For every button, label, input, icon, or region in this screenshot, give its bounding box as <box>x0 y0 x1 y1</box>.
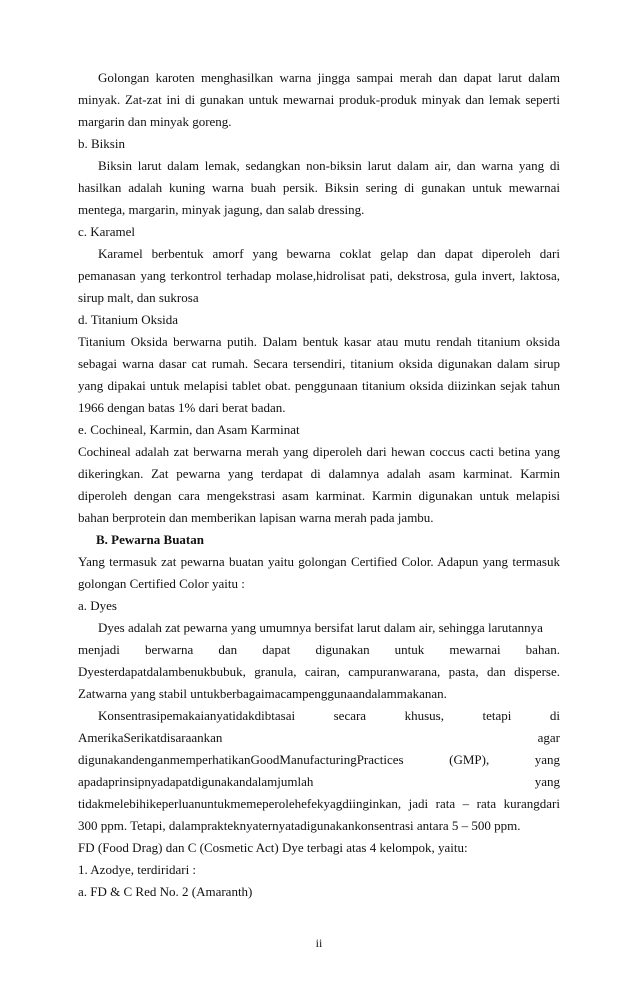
heading-biksin: b. Biksin <box>78 136 125 151</box>
word: yang <box>534 752 560 767</box>
heading-karamel: c. Karamel <box>78 224 136 239</box>
word: apadaprinsipnyadapatdigunakandalamjumlah <box>78 774 314 789</box>
word: AmerikaSerikatdisaraankan <box>78 730 223 745</box>
word: untuk <box>394 642 425 657</box>
word: berwarna <box>144 642 194 657</box>
heading-pewarna-buatan: B. Pewarna Buatan <box>96 532 204 547</box>
paragraph-certified-color: Yang termasuk zat pewarna buatan yaitu golongan Certified Color. Adapun yang termasuk golongan Certified Color yaitu : <box>78 554 560 591</box>
word: agar <box>537 730 560 745</box>
word: digunakandenganmemperhatikanGoodManufacturingPractices <box>78 752 404 767</box>
word: dan <box>218 642 238 657</box>
paragraph-dyes-rest: Dyesterdapatdalambenukbubuk, granula, cairan, campuranwarana, pasta, dan disperse. Zatwarna yang stabil untukberbagaimacampenggunaandalammakanan. <box>78 664 560 701</box>
word: mewarnai <box>449 642 501 657</box>
word: yang <box>534 774 560 789</box>
paragraph-konsentrasi-line-1 <box>78 705 560 727</box>
paragraph-biksin: Biksin larut dalam lemak, sedangkan non-biksin larut dalam air, dan warna yang di hasilkan adalah kuning warna buah persik. Biksin sering di gunakan untuk mewarnai mentega, margarin, minyak jagung, dan salab dressing. <box>78 158 560 217</box>
word: dapat <box>262 642 291 657</box>
word: menjadi <box>78 642 120 657</box>
paragraph-titanium-oksida: Titanium Oksida berwarna putih. Dalam bentuk kasar atau mutu rendah titanium oksida sebagai warna dasar cat rumah. Secara tersendiri, titanium oksida digunakan dalam sirup yang dipakai untuk melapisi tablet obat. penggunaan titanium oksida diizinkan sejak tahun 1966 dengan batas 1% dari berat badan. <box>78 334 560 415</box>
paragraph-dyes-spread-line <box>78 639 560 661</box>
heading-cochineal: e. Cochineal, Karmin, dan Asam Karminat <box>78 422 300 437</box>
heading-dyes: a. Dyes <box>78 598 117 613</box>
paragraph-cochineal: Cochineal adalah zat berwarna merah yang diperoleh dari hewan coccus cacti betina yang dikeringkan. Zat pewarna yang terdapat di dalamnya adalah asam karminat. Karmin diperoleh dengan cara mengekstrasi asam karminat. Karmin digunakan untuk melapisi bahan berprotein dan memberikan lapisan warna merah pada jambu. <box>78 444 560 525</box>
paragraph-karamel: Karamel berbentuk amorf yang bewarna coklat gelap dan dapat diperoleh dari pemanasan yang terkontrol terhadap molase,hidrolisat pati, dekstrosa, gula invert, laktosa, sirup malt, dan sukrosa <box>78 246 560 305</box>
heading-azodye: 1. Azodye, terdiridari : <box>78 862 197 877</box>
word: bahan. <box>525 642 560 657</box>
word: khusus, <box>404 708 444 723</box>
paragraph-konsentrasi-line-4 <box>78 771 560 793</box>
page-number: ii <box>315 936 323 950</box>
word: tetapi <box>482 708 512 723</box>
paragraph-fd-c-dye: FD (Food Drag) dan C (Cosmetic Act) Dye terbagi atas 4 kelompok, yaitu: <box>78 840 468 855</box>
paragraph-karoten: Golongan karoten menghasilkan warna jingga sampai merah dan dapat larut dalam minyak. Zat-zat ini di gunakan untuk mewarnai produk-produk minyak dan lemak seperti margarin dan minyak goreng. <box>78 70 560 129</box>
paragraph-konsentrasi-rest: tidakmelebihikeperluanuntukmemeperolehefekyagdiinginkan, jadi rata – rata kurangdari 300 ppm. Tetapi, dalamprakteknyaternyatadigunakankonsentrasi antara 5 – 500 ppm. <box>78 796 560 833</box>
heading-red-no-2: a. FD & C Red No. 2 (Amaranth) <box>78 884 253 899</box>
paragraph-konsentrasi-line-3 <box>78 749 560 771</box>
word: di <box>549 708 560 723</box>
word: secara <box>333 708 367 723</box>
word: Konsentrasipemakaianyatidakdibtasai <box>98 708 296 723</box>
heading-titanium-oksida: d. Titanium Oksida <box>78 312 179 327</box>
paragraph-dyes-first-line: Dyes adalah zat pewarna yang umumnya bersifat larut dalam air, sehingga larutannya <box>98 620 543 635</box>
word: digunakan <box>315 642 370 657</box>
paragraph-konsentrasi-line-2 <box>78 727 560 749</box>
document-page <box>78 67 560 903</box>
word: (GMP), <box>449 752 490 767</box>
